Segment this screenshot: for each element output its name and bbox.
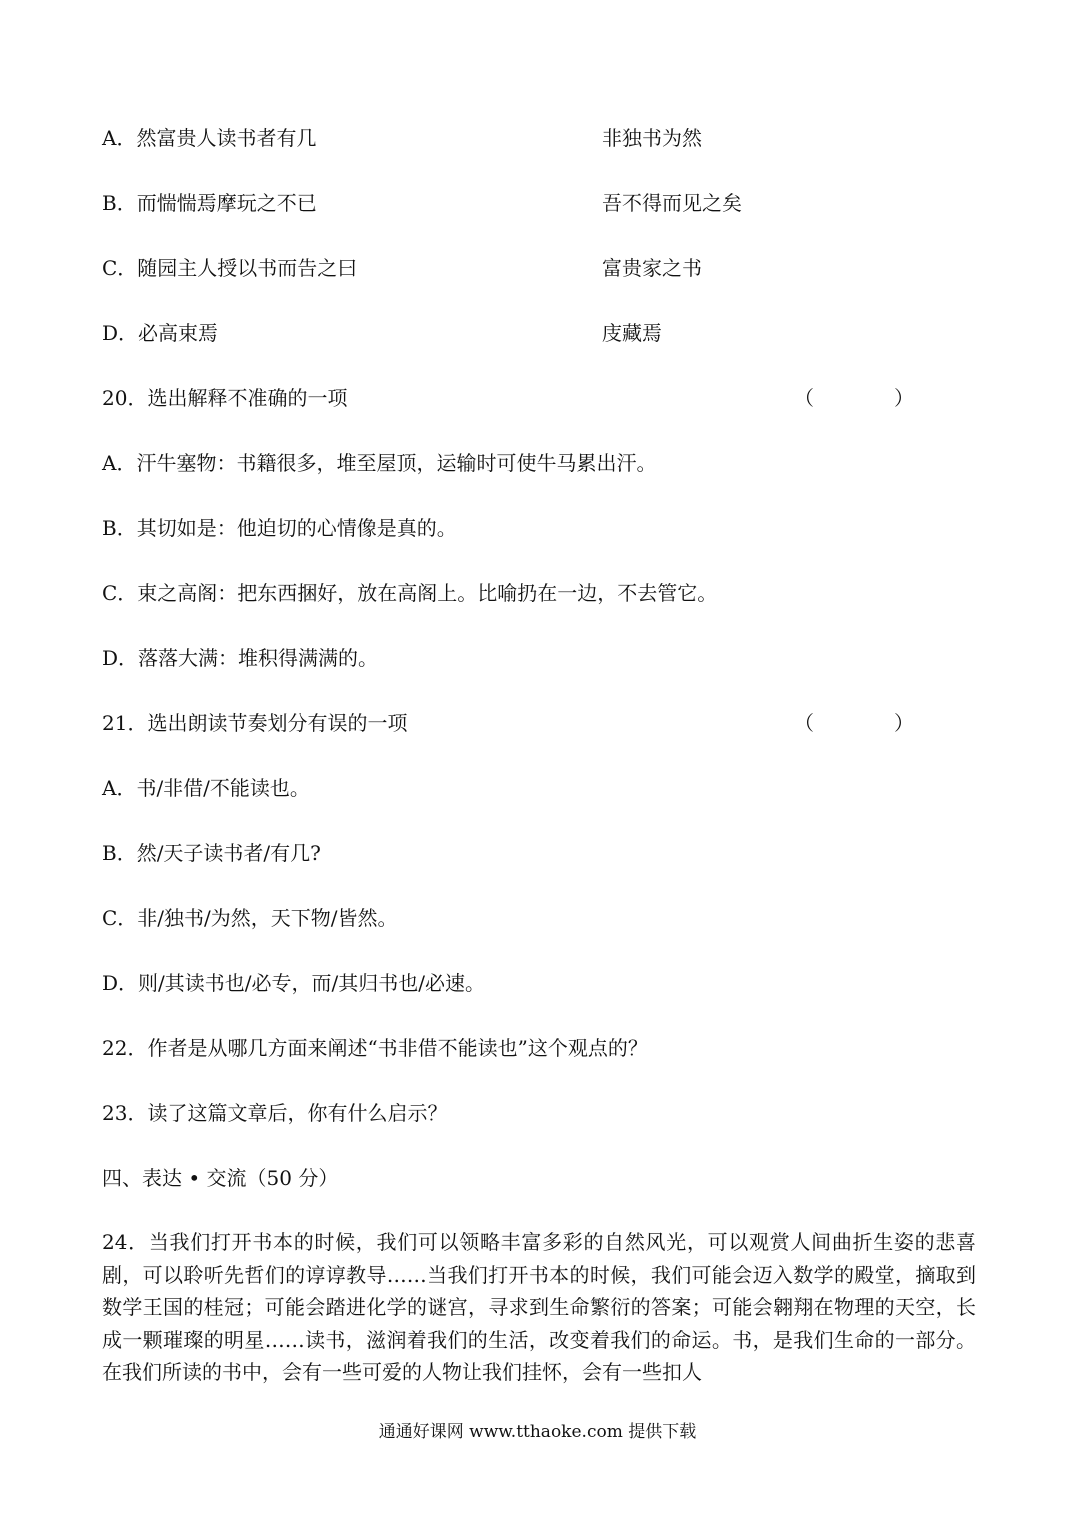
q21-question: 21．选出朗读节奏划分有误的一项 bbox=[102, 711, 408, 735]
q19-option-d bbox=[102, 320, 662, 346]
q20-option-d: D．落落大满：堆积得满满的。 bbox=[102, 646, 379, 670]
q19-option-c bbox=[102, 255, 702, 281]
section-4-heading: 四、表达 • 交流（50 分） bbox=[102, 1166, 339, 1190]
q19-option-a bbox=[102, 125, 702, 151]
q19-option-c-left: C．随园主人授以书而告之曰 bbox=[102, 256, 358, 280]
q19-option-b-right: 吾不得而见之矣 bbox=[602, 191, 742, 215]
q19-option-a-right: 非独书为然 bbox=[602, 126, 702, 150]
q20-option-c: C．束之高阁：把东西捆好，放在高阁上。比喻扔在一边，不去管它。 bbox=[102, 581, 718, 605]
q19-option-b bbox=[102, 190, 742, 216]
q21-option-d: D．则/其读书也/必专，而/其归书也/必速。 bbox=[102, 971, 485, 995]
q19-option-d-left: D．必高束焉 bbox=[102, 321, 219, 345]
q21-option-c: C．非/独书/为然，天下物/皆然。 bbox=[102, 906, 398, 930]
q24-paragraph: 24．当我们打开书本的时候，我们可以领略丰富多彩的自然风光，可以观赏人间曲折生姿的悲喜剧，可以聆听先哲们的谆谆教导……当我们打开书本的时候，我们可能会迈入数学的殿堂，摘取到数学王国的桂冠；可能会踏进化学的谜宫，寻求到生命繁衍的答案；可能会翱翔在物理的天空，长成一颗璀璨的明星……读书，滋润着我们的生活，改变着我们的命运。书，是我们生命的一部分。在我们所读的书中，会有一些可爱的人物让我们挂怀，会有一些扣人 bbox=[102, 1230, 976, 1384]
q20-question: 20．选出解释不准确的一项 bbox=[102, 386, 348, 410]
q23-question: 23．读了这篇文章后，你有什么启示？ bbox=[102, 1101, 448, 1125]
q19-option-c-right: 富贵家之书 bbox=[602, 256, 702, 280]
q19-option-a-left: A．然富贵人读书者有几 bbox=[102, 126, 317, 150]
q21-answer-paren: （ ） bbox=[794, 711, 914, 735]
q20-option-a: A．汗牛塞物：书籍很多，堆至屋顶，运输时可使牛马累出汗。 bbox=[102, 451, 657, 475]
q20-answer-paren: （ ） bbox=[794, 386, 914, 410]
q21-question-line bbox=[102, 710, 914, 736]
page-footer: 通通好课网 www.tthaoke.com 提供下载 bbox=[378, 1422, 697, 1442]
q20-question-line bbox=[102, 385, 914, 411]
q21-option-a: A．书/非借/不能读也。 bbox=[102, 776, 310, 800]
q20-option-b: B．其切如是：他迫切的心情像是真的。 bbox=[102, 516, 457, 540]
q19-option-b-left: B．而惴惴焉摩玩之不已 bbox=[102, 191, 317, 215]
q19-option-d-right: 庋藏焉 bbox=[602, 321, 662, 345]
q22-question: 22．作者是从哪几方面来阐述“书非借不能读也”这个观点的？ bbox=[102, 1036, 648, 1060]
q21-option-b: B．然/天子读书者/有几? bbox=[102, 841, 321, 865]
